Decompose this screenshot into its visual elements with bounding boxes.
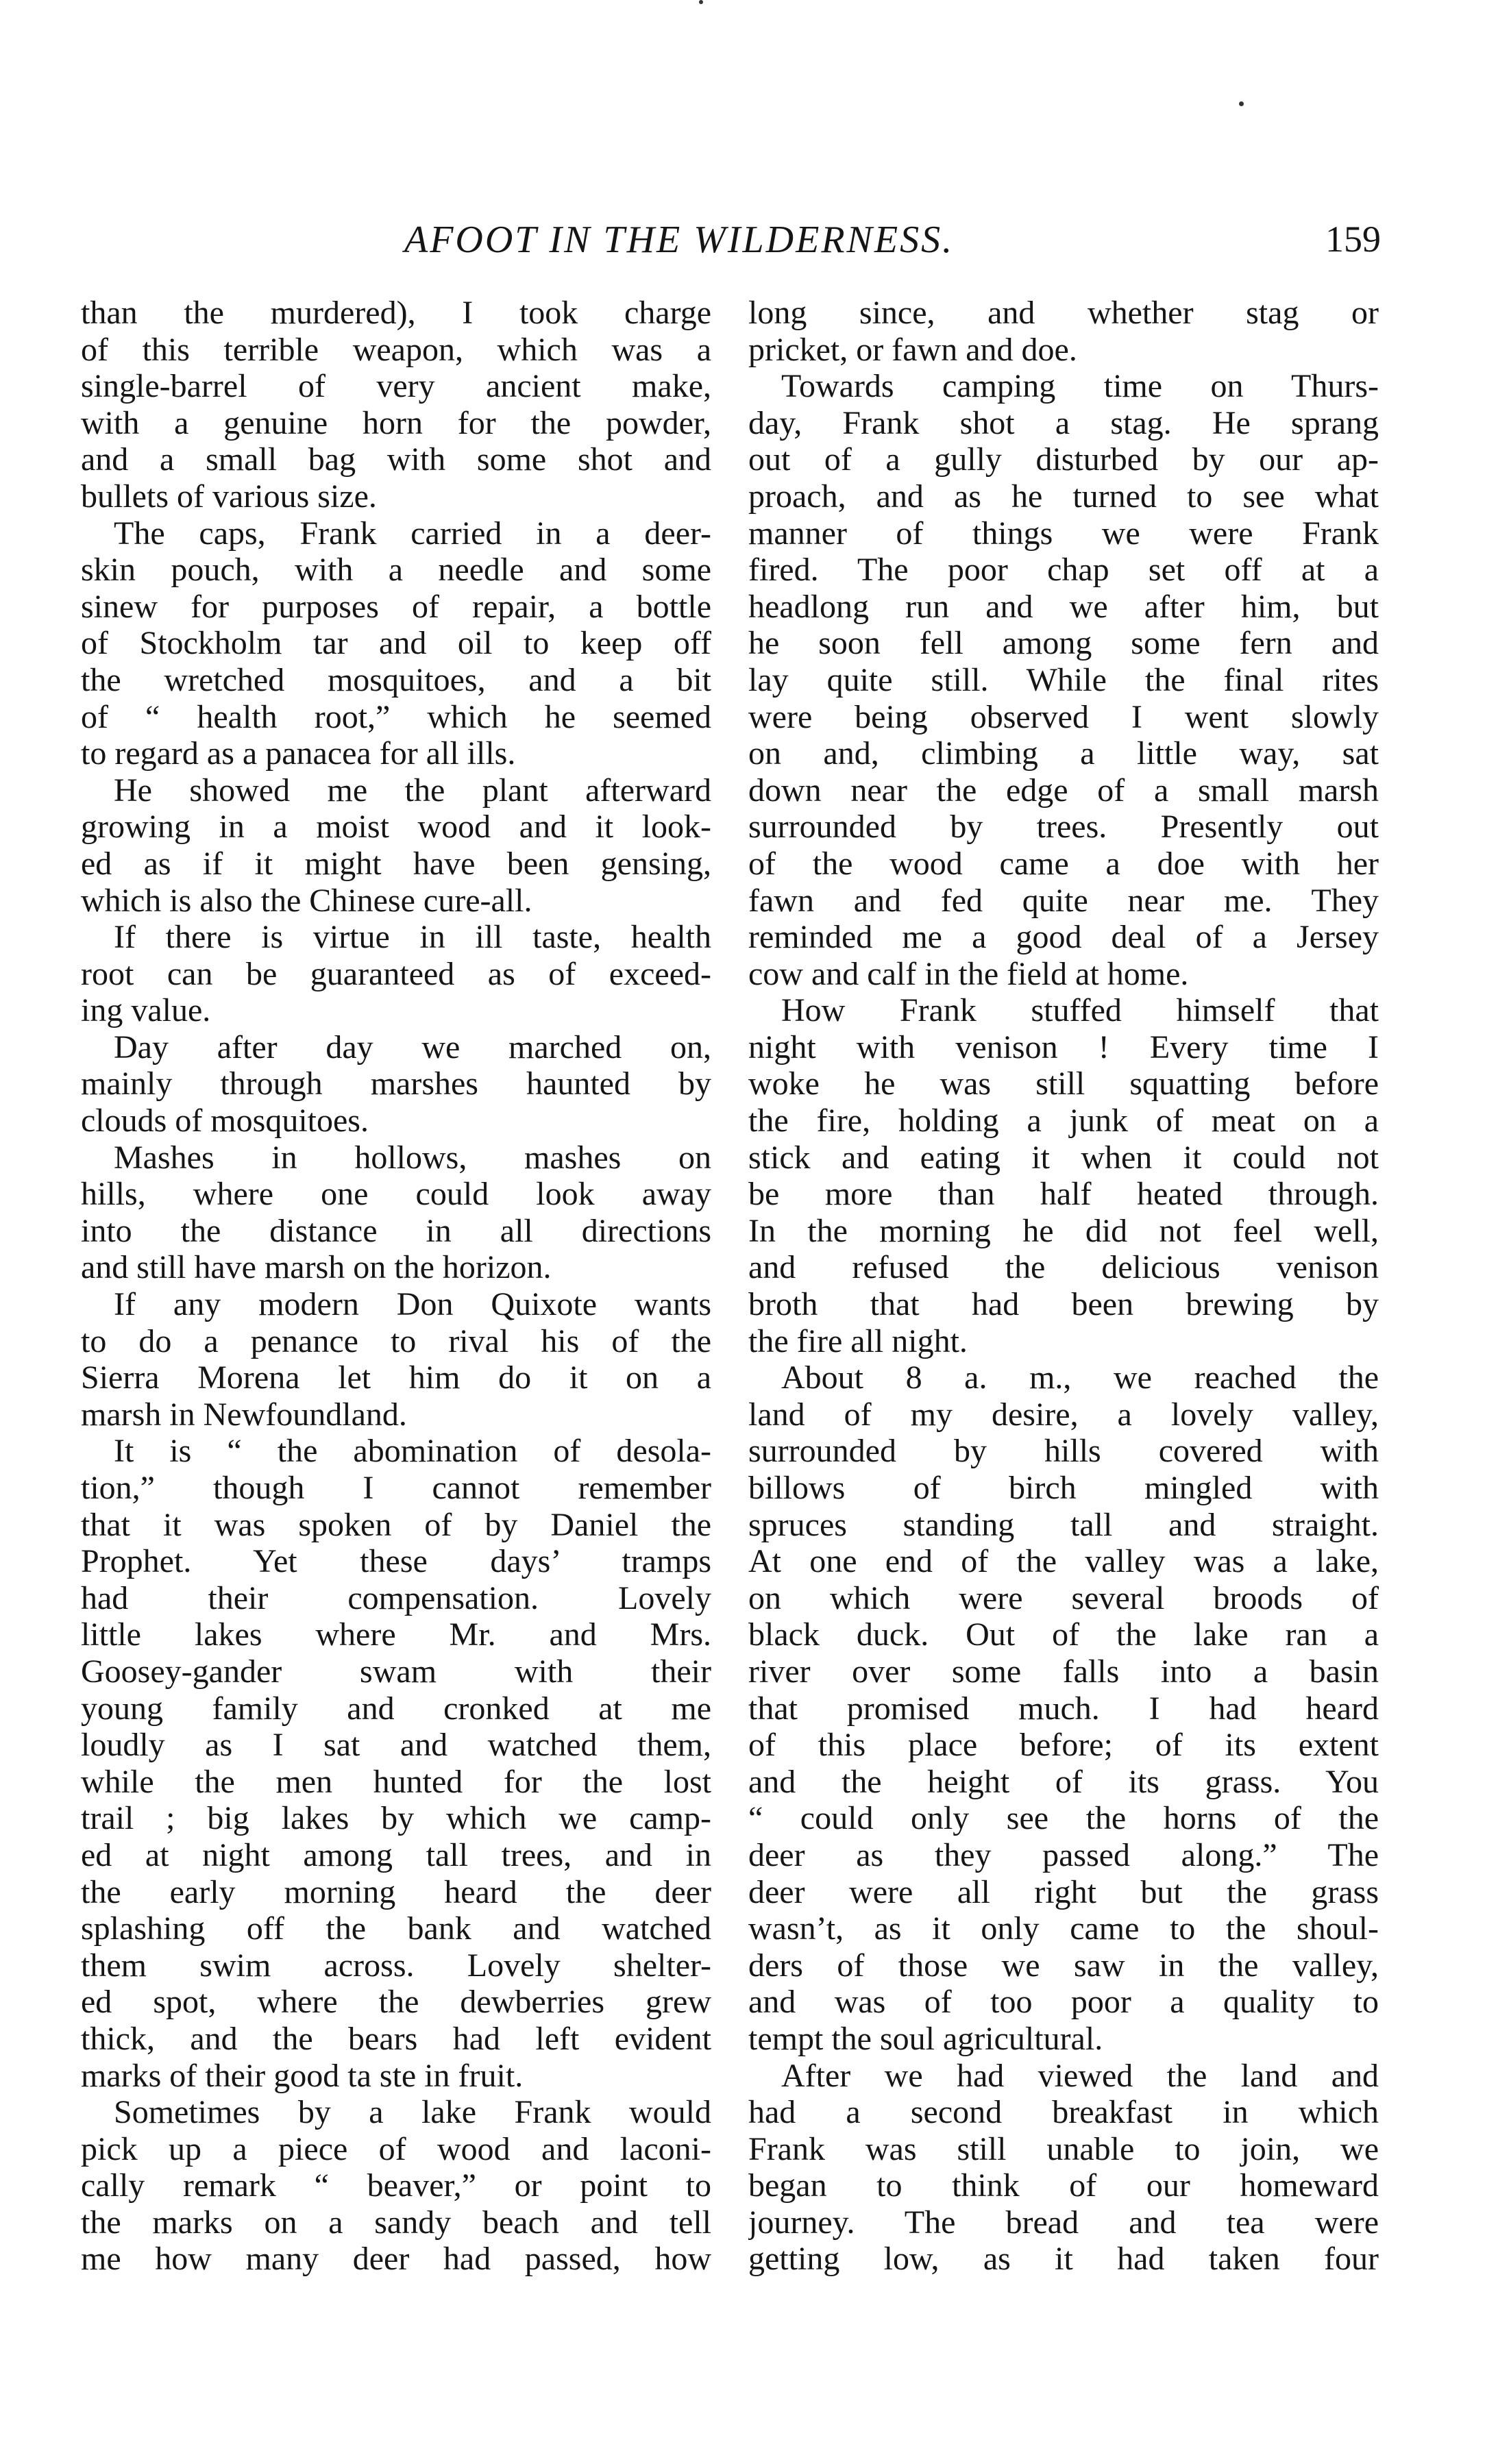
running-title: AFOOT IN THE WILDERNESS. <box>404 219 955 261</box>
text-line: mainly through marshes haunted by <box>81 1065 711 1102</box>
text-line: me how many deer had passed, how <box>81 2241 711 2278</box>
text-line: cally remark “ beaver,” or point to <box>81 2167 711 2204</box>
text-line: Mashes in hollows, mashes on <box>114 1139 711 1176</box>
text-line: down near the edge of a small marsh <box>748 772 1379 809</box>
text-line: If there is virtue in ill taste, health <box>114 919 711 956</box>
text-line: ed spot, where the dewberries grew <box>81 1984 711 2021</box>
text-line: billows of birch mingled with <box>748 1470 1379 1506</box>
text-line: be more than half heated through. <box>748 1176 1379 1213</box>
text-line: stick and eating it when it could not <box>748 1139 1379 1176</box>
text-line: single-barrel of very ancient make, <box>81 368 711 405</box>
text-line: the fire, holding a junk of meat on a <box>748 1102 1379 1139</box>
text-line: night with venison ! Every time I <box>748 1028 1379 1065</box>
text-line: cow and calf in the field at home. <box>748 955 1189 992</box>
print-speck-top <box>699 0 703 4</box>
text-line: out of a gully disturbed by our ap- <box>748 441 1379 478</box>
text-line: them swim across. Lovely shelter- <box>81 1947 711 1984</box>
text-line: ders of those we saw in the valley, <box>748 1947 1379 1984</box>
text-line: wasn’t, as it only came to the shoul- <box>748 1910 1379 1947</box>
text-line: on and, climbing a little way, sat <box>748 735 1379 772</box>
text-line: and refused the delicious venison <box>748 1249 1379 1286</box>
text-line: tion,” though I cannot remember <box>81 1470 711 1506</box>
text-line: thick, and the bears had left evident <box>81 2020 711 2057</box>
text-line: woke he was still squatting before <box>748 1065 1379 1102</box>
text-line: ing value. <box>81 992 211 1029</box>
text-line: He showed me the plant afterward <box>114 772 711 809</box>
text-line: land of my desire, a lovely valley, <box>748 1396 1379 1433</box>
text-line: Prophet. Yet these days’ tramps <box>81 1543 711 1580</box>
text-line: than the murdered), I took charge <box>81 295 711 331</box>
text-line: manner of things we were Frank <box>748 515 1379 552</box>
text-line: Sierra Morena let him do it on a <box>81 1359 711 1396</box>
text-line: getting low, as it had taken four <box>748 2241 1379 2278</box>
text-line: skin pouch, with a needle and some <box>81 552 711 589</box>
text-line: surrounded by trees. Presently out <box>748 809 1379 846</box>
text-line: journey. The bread and tea were <box>748 2204 1379 2241</box>
text-line: broth that had been brewing by <box>748 1286 1379 1323</box>
text-line: the marks on a sandy beach and tell <box>81 2204 711 2241</box>
text-line: Day after day we marched on, <box>114 1028 711 1065</box>
text-line: that promised much. I had heard <box>748 1690 1379 1727</box>
text-line: pricket, or fawn and doe. <box>748 331 1077 368</box>
text-line: ed as if it might have been gensing, <box>81 845 711 882</box>
text-line: marsh in Newfoundland. <box>81 1396 407 1433</box>
text-line: into the distance in all directions <box>81 1212 711 1249</box>
text-line: deer as they passed along.” The <box>748 1836 1379 1873</box>
text-line: loudly as I sat and watched them, <box>81 1727 711 1764</box>
text-line: and the height of its grass. You <box>748 1763 1379 1800</box>
text-line: spruces standing tall and straight. <box>748 1506 1379 1543</box>
text-line: bullets of various size. <box>81 478 377 515</box>
left-column <box>81 295 711 2278</box>
text-line: sinew for purposes of repair, a bottle <box>81 588 711 625</box>
text-line: to regard as a panacea for all ills. <box>81 735 516 772</box>
text-line: After we had viewed the land and <box>781 2057 1379 2094</box>
print-speck-right <box>1239 101 1244 106</box>
text-line: It is “ the abomination of desola- <box>114 1433 711 1470</box>
text-line: of “ health root,” which he seemed <box>81 698 711 735</box>
text-line: trail ; big lakes by which we camp- <box>81 1800 711 1837</box>
text-line: the early morning heard the deer <box>81 1873 711 1910</box>
text-line: The caps, Frank carried in a deer- <box>114 515 711 552</box>
page-number: 159 <box>1325 219 1381 260</box>
text-line: About 8 a. m., we reached the <box>781 1359 1379 1396</box>
text-line: of this place before; of its extent <box>748 1727 1379 1764</box>
text-line: that it was spoken of by Daniel the <box>81 1506 711 1543</box>
text-line: were being observed I went slowly <box>748 698 1379 735</box>
text-line: tempt the soul agricultural. <box>748 2020 1103 2057</box>
text-line: had a second breakfast in which <box>748 2094 1379 2131</box>
text-line: lay quite still. While the final rites <box>748 661 1379 698</box>
text-line: Sometimes by a lake Frank would <box>114 2094 711 2131</box>
text-line: splashing off the bank and watched <box>81 1910 711 1947</box>
text-line: of this terrible weapon, which was a <box>81 331 711 368</box>
text-line: pick up a piece of wood and laconi- <box>81 2130 711 2167</box>
text-line: Goosey-gander swam with their <box>81 1653 711 1690</box>
text-line: If any modern Don Quixote wants <box>114 1286 711 1323</box>
text-line: long since, and whether stag or <box>748 295 1379 331</box>
text-line: clouds of mosquitoes. <box>81 1102 369 1139</box>
text-line: Towards camping time on Thurs- <box>781 368 1379 405</box>
text-line: marks of their good ta ste in fruit. <box>81 2057 524 2094</box>
text-line: river over some falls into a basin <box>748 1653 1379 1690</box>
text-line: Frank was still unable to join, we <box>748 2130 1379 2167</box>
text-line: fired. The poor chap set off at a <box>748 552 1379 589</box>
page-header <box>82 218 1381 273</box>
text-line: little lakes where Mr. and Mrs. <box>81 1616 711 1653</box>
text-line: the wretched mosquitoes, and a bit <box>81 661 711 698</box>
text-line: to do a penance to rival his of the <box>81 1322 711 1359</box>
text-line: root can be guaranteed as of exceed- <box>81 955 711 992</box>
text-line: with a genuine horn for the powder, <box>81 404 711 441</box>
text-line: and still have marsh on the horizon. <box>81 1249 552 1286</box>
text-line: young family and cronked at me <box>81 1690 711 1727</box>
text-line: How Frank stuffed himself that <box>781 992 1379 1029</box>
text-line: headlong run and we after him, but <box>748 588 1379 625</box>
text-line: of the wood came a doe with her <box>748 845 1379 882</box>
text-line: “ could only see the horns of the <box>748 1800 1379 1837</box>
text-line: and a small bag with some shot and <box>81 441 711 478</box>
text-line: deer were all right but the grass <box>748 1873 1379 1910</box>
text-line: on which were several broods of <box>748 1579 1379 1616</box>
text-line: had their compensation. Lovely <box>81 1579 711 1616</box>
text-line: and was of too poor a quality to <box>748 1984 1379 2021</box>
text-line: reminded me a good deal of a Jersey <box>748 919 1379 956</box>
text-line: while the men hunted for the lost <box>81 1763 711 1800</box>
text-line: proach, and as he turned to see what <box>748 478 1379 515</box>
text-line: fawn and fed quite near me. They <box>748 882 1379 919</box>
right-column <box>748 295 1379 2278</box>
text-line: hills, where one could look away <box>81 1176 711 1213</box>
text-line: ed at night among tall trees, and in <box>81 1836 711 1873</box>
text-line: black duck. Out of the lake ran a <box>748 1616 1379 1653</box>
text-line: began to think of our homeward <box>748 2167 1379 2204</box>
text-line: At one end of the valley was a lake, <box>748 1543 1379 1580</box>
text-line: of Stockholm tar and oil to keep off <box>81 625 711 662</box>
text-line: he soon fell among some fern and <box>748 625 1379 662</box>
text-line: surrounded by hills covered with <box>748 1433 1379 1470</box>
text-line: In the morning he did not feel well, <box>748 1212 1379 1249</box>
text-line: which is also the Chinese cure-all. <box>81 882 532 919</box>
text-line: growing in a moist wood and it look- <box>81 809 711 846</box>
text-line: the fire all night. <box>748 1322 968 1359</box>
text-line: day, Frank shot a stag. He sprang <box>748 404 1379 441</box>
